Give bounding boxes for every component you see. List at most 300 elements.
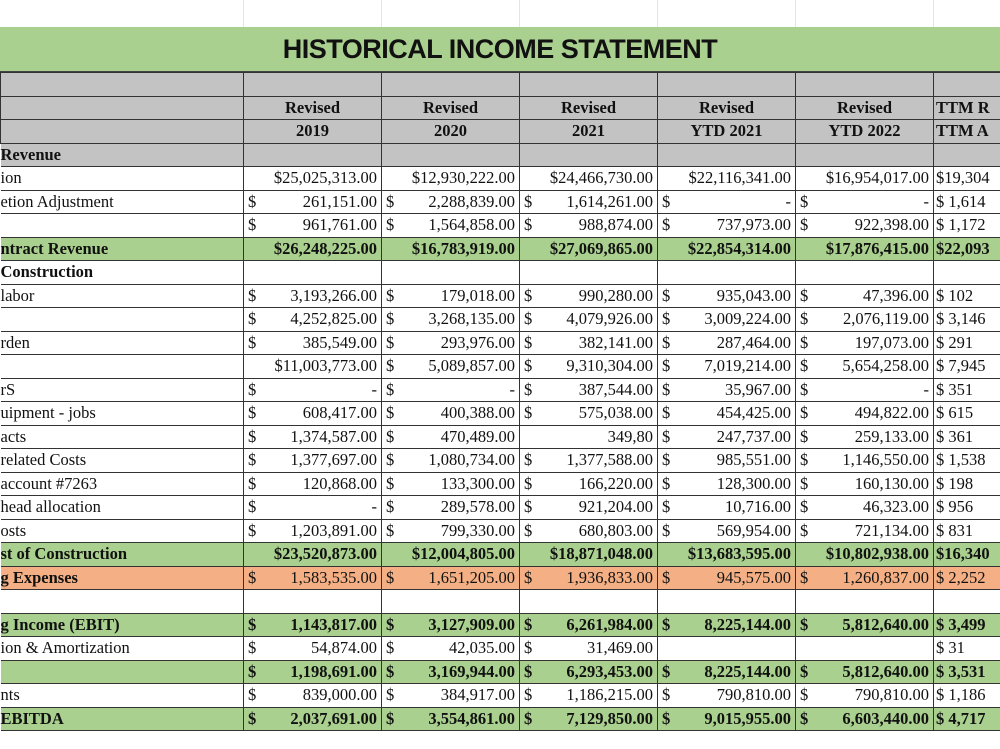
value-cell[interactable]: [658, 190, 796, 214]
header-cell[interactable]: [934, 73, 1000, 97]
row-label[interactable]: g Income (EBIT): [1, 613, 244, 637]
row-label[interactable]: related Costs: [1, 449, 244, 473]
column-header[interactable]: Revised: [658, 96, 796, 120]
value-cell[interactable]: [796, 284, 934, 308]
value-cell[interactable]: [796, 378, 934, 402]
row-label[interactable]: osts: [1, 519, 244, 543]
accounting-value: [524, 638, 653, 658]
row-label[interactable]: etion Adjustment: [1, 190, 244, 214]
value-cell[interactable]: [244, 637, 382, 661]
table-row: [1, 190, 1000, 214]
row-label[interactable]: [1, 355, 244, 379]
value-cell[interactable]: [520, 308, 658, 332]
value-cell[interactable]: [244, 167, 382, 191]
accounting-value: [800, 474, 929, 494]
accounting-value: [662, 709, 791, 729]
value-cell[interactable]: [658, 637, 796, 661]
value-cell[interactable]: [520, 543, 658, 567]
value-cell[interactable]: [244, 543, 382, 567]
currency-symbol: $: [662, 708, 671, 728]
value-cell[interactable]: [520, 402, 658, 426]
amount: 799,330.00: [440, 520, 515, 540]
value-cell[interactable]: [382, 707, 520, 731]
amount: $19,304: [936, 168, 990, 188]
value-cell[interactable]: [658, 331, 796, 355]
value-cell[interactable]: [796, 613, 934, 637]
currency-symbol: $: [662, 450, 671, 470]
row-label[interactable]: EBITDA: [1, 707, 244, 731]
value-cell[interactable]: [658, 449, 796, 473]
value-cell[interactable]: [658, 355, 796, 379]
value-cell[interactable]: [244, 331, 382, 355]
value-cell[interactable]: [934, 684, 1000, 708]
header-cell[interactable]: [1, 120, 244, 144]
value-cell[interactable]: [658, 613, 796, 637]
row-label[interactable]: rS: [1, 378, 244, 402]
accounting-value: [248, 615, 377, 635]
value-cell[interactable]: [382, 261, 520, 285]
currency-symbol: $: [386, 379, 395, 399]
value-cell[interactable]: [520, 237, 658, 261]
amount: 680,803.00: [578, 520, 653, 540]
accounting-value: [800, 615, 929, 635]
column-header[interactable]: 2021: [520, 120, 658, 144]
value-cell[interactable]: [658, 566, 796, 590]
value-cell[interactable]: [934, 402, 1000, 426]
currency-symbol: $: [386, 473, 395, 493]
amount: 2,288,839.00: [428, 191, 515, 211]
value-cell[interactable]: [520, 190, 658, 214]
table-row: [1, 214, 1000, 238]
value-cell[interactable]: [934, 425, 1000, 449]
value-cell[interactable]: [244, 566, 382, 590]
accounting-value: [248, 497, 377, 517]
accounting-value: [524, 309, 653, 329]
row-label[interactable]: head allocation: [1, 496, 244, 520]
amount: $11,003,773.00: [274, 356, 377, 376]
header-cell[interactable]: [658, 73, 796, 97]
value-cell[interactable]: [796, 143, 934, 167]
value-cell[interactable]: [382, 449, 520, 473]
table-row: [1, 331, 1000, 355]
value-cell[interactable]: [244, 590, 382, 614]
value-cell[interactable]: [934, 284, 1000, 308]
table-row: [1, 590, 1000, 614]
value-cell[interactable]: [244, 472, 382, 496]
income-statement-table: [0, 72, 1000, 731]
value-cell[interactable]: [382, 425, 520, 449]
accounting-value: [386, 333, 515, 353]
header-cell[interactable]: [382, 73, 520, 97]
accounting-value: [800, 309, 929, 329]
value-cell[interactable]: [796, 402, 934, 426]
amount: 1,186,215.00: [566, 685, 653, 705]
value-cell[interactable]: [520, 214, 658, 238]
currency-symbol: $: [800, 426, 809, 446]
value-cell[interactable]: [520, 261, 658, 285]
value-cell[interactable]: [520, 425, 658, 449]
row-label[interactable]: st of Construction: [1, 543, 244, 567]
value-cell[interactable]: [658, 167, 796, 191]
value-cell[interactable]: [796, 167, 934, 191]
value-cell[interactable]: [796, 261, 934, 285]
value-cell[interactable]: [520, 331, 658, 355]
accounting-value: [524, 568, 653, 588]
value-cell[interactable]: [796, 637, 934, 661]
accounting-value: [524, 356, 653, 376]
value-cell[interactable]: [520, 449, 658, 473]
value-cell[interactable]: [934, 237, 1000, 261]
value-cell[interactable]: [244, 519, 382, 543]
amount: 1,080,734.00: [428, 450, 515, 470]
currency-symbol: $: [662, 379, 671, 399]
value-cell[interactable]: [658, 590, 796, 614]
income-statement-sheet: [0, 27, 1000, 731]
column-header[interactable]: YTD 2021: [658, 120, 796, 144]
currency-symbol: $: [524, 567, 533, 587]
value-cell[interactable]: [244, 378, 382, 402]
row-label[interactable]: [1, 308, 244, 332]
value-cell[interactable]: [520, 167, 658, 191]
value-cell[interactable]: [382, 237, 520, 261]
value-cell[interactable]: [382, 214, 520, 238]
value-cell[interactable]: [382, 496, 520, 520]
value-cell[interactable]: [244, 308, 382, 332]
currency-symbol: $: [248, 215, 257, 235]
accounting-value: [386, 356, 515, 376]
value-cell[interactable]: [934, 707, 1000, 731]
currency-symbol: $: [248, 497, 257, 517]
amount: 289,578.00: [440, 497, 515, 517]
sheet-title: HISTORICAL INCOME STATEMENT: [0, 27, 1000, 72]
accounting-value: [386, 685, 515, 705]
value-cell[interactable]: [658, 684, 796, 708]
column-header[interactable]: YTD 2022: [796, 120, 934, 144]
row-label[interactable]: acts: [1, 425, 244, 449]
amount: 839,000.00: [302, 685, 377, 705]
value-cell[interactable]: [244, 684, 382, 708]
value-cell[interactable]: [520, 496, 658, 520]
value-cell[interactable]: [520, 707, 658, 731]
amount: $22,093: [936, 238, 990, 258]
value-cell[interactable]: [934, 590, 1000, 614]
table-row: [1, 237, 1000, 261]
currency-symbol: $: [524, 708, 533, 728]
currency-symbol: $: [800, 403, 809, 423]
value-cell[interactable]: [934, 355, 1000, 379]
column-header[interactable]: Revised: [796, 96, 934, 120]
value-cell[interactable]: [244, 237, 382, 261]
value-cell[interactable]: [934, 261, 1000, 285]
accounting-value: [248, 709, 377, 729]
value-cell[interactable]: [934, 378, 1000, 402]
amount: 9,310,304.00: [566, 356, 653, 376]
amount: 287,464.00: [716, 332, 791, 352]
accounting-value: [386, 192, 515, 212]
amount: 160,130.00: [854, 473, 929, 493]
value-cell[interactable]: [382, 613, 520, 637]
currency-symbol: $: [524, 638, 533, 658]
value-cell[interactable]: [382, 355, 520, 379]
amount: $ 31: [936, 638, 965, 658]
value-cell[interactable]: [382, 167, 520, 191]
amount: $ 7,945: [936, 356, 986, 376]
accounting-value: [662, 192, 791, 212]
value-cell[interactable]: [796, 308, 934, 332]
value-cell[interactable]: [658, 543, 796, 567]
amount: $22,854,314.00: [687, 238, 791, 258]
value-cell[interactable]: [520, 472, 658, 496]
value-cell[interactable]: [796, 543, 934, 567]
header-row1: [1, 96, 1000, 120]
value-cell[interactable]: [382, 519, 520, 543]
value-cell[interactable]: [244, 261, 382, 285]
value-cell[interactable]: [382, 331, 520, 355]
value-cell[interactable]: [934, 660, 1000, 684]
value-cell[interactable]: [244, 284, 382, 308]
currency-symbol: $: [386, 403, 395, 423]
value-cell[interactable]: [796, 214, 934, 238]
value-cell[interactable]: [796, 355, 934, 379]
amount: 737,973.00: [716, 215, 791, 235]
value-cell[interactable]: [244, 190, 382, 214]
value-cell[interactable]: [658, 660, 796, 684]
value-cell[interactable]: [796, 472, 934, 496]
value-cell[interactable]: [934, 496, 1000, 520]
value-cell[interactable]: [382, 143, 520, 167]
value-cell[interactable]: [382, 637, 520, 661]
amount: 247,737.00: [716, 426, 791, 446]
value-cell[interactable]: [796, 707, 934, 731]
value-cell[interactable]: [520, 284, 658, 308]
row-label[interactable]: Construction: [1, 261, 244, 285]
accounting-value: [800, 286, 929, 306]
value-cell[interactable]: [934, 190, 1000, 214]
row-label[interactable]: labor: [1, 284, 244, 308]
amount: $27,069,865.00: [549, 238, 653, 258]
value-cell[interactable]: [658, 214, 796, 238]
column-header[interactable]: 2020: [382, 120, 520, 144]
value-cell[interactable]: [934, 637, 1000, 661]
value-cell[interactable]: [520, 684, 658, 708]
currency-symbol: $: [248, 191, 257, 211]
value-cell[interactable]: [382, 660, 520, 684]
value-cell[interactable]: [382, 402, 520, 426]
amount: 470,489.00: [440, 426, 515, 446]
value-cell[interactable]: [796, 237, 934, 261]
value-cell[interactable]: [520, 519, 658, 543]
value-cell[interactable]: [658, 378, 796, 402]
currency-symbol: $: [386, 309, 395, 329]
value-cell[interactable]: [796, 519, 934, 543]
row-label[interactable]: Revenue: [1, 143, 244, 167]
currency-symbol: $: [662, 309, 671, 329]
value-cell[interactable]: [796, 425, 934, 449]
value-cell[interactable]: [796, 566, 934, 590]
value-cell[interactable]: [796, 590, 934, 614]
amount: 6,293,453.00: [566, 661, 653, 681]
currency-symbol: $: [248, 379, 257, 399]
value-cell[interactable]: [658, 496, 796, 520]
accounting-value: [248, 286, 377, 306]
value-cell[interactable]: [244, 214, 382, 238]
value-cell[interactable]: [796, 449, 934, 473]
amount: 921,204.00: [578, 497, 653, 517]
value-cell[interactable]: [382, 378, 520, 402]
value-cell[interactable]: [934, 566, 1000, 590]
value-cell[interactable]: [520, 355, 658, 379]
currency-symbol: $: [248, 473, 257, 493]
value-cell[interactable]: [244, 707, 382, 731]
table-row: [1, 308, 1000, 332]
accounting-value: [248, 215, 377, 235]
value-cell[interactable]: [934, 543, 1000, 567]
row-label[interactable]: rden: [1, 331, 244, 355]
amount: $ 2,252: [936, 567, 986, 587]
value-cell[interactable]: [658, 425, 796, 449]
currency-symbol: $: [800, 309, 809, 329]
currency-symbol: $: [386, 332, 395, 352]
value-cell[interactable]: [520, 590, 658, 614]
value-cell[interactable]: [934, 449, 1000, 473]
row-label[interactable]: ion & Amortization: [1, 637, 244, 661]
value-cell[interactable]: [934, 143, 1000, 167]
table-row: [1, 543, 1000, 567]
currency-symbol: $: [800, 497, 809, 517]
amount: 1,936,833.00: [566, 567, 653, 587]
accounting-value: [248, 427, 377, 447]
currency-symbol: $: [386, 614, 395, 634]
value-cell[interactable]: [382, 684, 520, 708]
value-cell[interactable]: [934, 331, 1000, 355]
value-cell[interactable]: [796, 684, 934, 708]
value-cell[interactable]: [244, 660, 382, 684]
row-label[interactable]: [1, 590, 244, 614]
amount: 721,134.00: [854, 520, 929, 540]
table-row: [1, 637, 1000, 661]
header-cell[interactable]: [1, 73, 244, 97]
accounting-value: [386, 662, 515, 682]
header-cell[interactable]: [796, 73, 934, 97]
column-header[interactable]: Revised: [382, 96, 520, 120]
value-cell[interactable]: [520, 613, 658, 637]
row-label[interactable]: ntract Revenue: [1, 237, 244, 261]
currency-symbol: $: [800, 215, 809, 235]
value-cell[interactable]: [796, 331, 934, 355]
value-cell[interactable]: [244, 355, 382, 379]
value-cell[interactable]: [934, 519, 1000, 543]
row-label[interactable]: g Expenses: [1, 566, 244, 590]
value-cell[interactable]: [796, 496, 934, 520]
value-cell[interactable]: [658, 308, 796, 332]
value-cell[interactable]: [658, 284, 796, 308]
value-cell[interactable]: [796, 190, 934, 214]
value-cell[interactable]: [382, 566, 520, 590]
accounting-value: [386, 427, 515, 447]
value-cell[interactable]: [244, 613, 382, 637]
value-cell[interactable]: [658, 261, 796, 285]
amount: 1,583,535.00: [290, 567, 377, 587]
header-cell[interactable]: [244, 73, 382, 97]
currency-symbol: $: [386, 450, 395, 470]
value-cell[interactable]: [244, 402, 382, 426]
currency-symbol: $: [386, 285, 395, 305]
value-cell[interactable]: [382, 190, 520, 214]
value-cell[interactable]: [658, 143, 796, 167]
row-label[interactable]: nts: [1, 684, 244, 708]
value-cell[interactable]: [382, 543, 520, 567]
currency-symbol: $: [248, 638, 257, 658]
value-cell[interactable]: [520, 143, 658, 167]
amount: 922,398.00: [854, 215, 929, 235]
value-cell[interactable]: [934, 214, 1000, 238]
row-label[interactable]: [1, 214, 244, 238]
column-header[interactable]: TTM A: [934, 120, 1000, 144]
amount: 1,614,261.00: [566, 191, 653, 211]
column-header[interactable]: TTM R: [934, 96, 1000, 120]
row-label[interactable]: account #7263: [1, 472, 244, 496]
accounting-value: [248, 638, 377, 658]
column-header[interactable]: 2019: [244, 120, 382, 144]
amount: 2,076,119.00: [842, 309, 929, 329]
value-cell[interactable]: [934, 472, 1000, 496]
value-cell[interactable]: [382, 472, 520, 496]
currency-symbol: $: [800, 285, 809, 305]
value-cell[interactable]: [244, 449, 382, 473]
value-cell[interactable]: [520, 637, 658, 661]
value-cell[interactable]: [520, 378, 658, 402]
currency-symbol: $: [662, 191, 671, 211]
accounting-value: [800, 497, 929, 517]
value-cell[interactable]: [244, 496, 382, 520]
column-header[interactable]: Revised: [520, 96, 658, 120]
row-label[interactable]: [1, 660, 244, 684]
currency-symbol: $: [248, 708, 257, 728]
value-cell[interactable]: [934, 308, 1000, 332]
value-cell[interactable]: [382, 284, 520, 308]
value-cell[interactable]: [520, 660, 658, 684]
header-cell[interactable]: [1, 96, 244, 120]
currency-symbol: $: [248, 661, 257, 681]
amount: 5,089,857.00: [428, 356, 515, 376]
currency-symbol: $: [524, 215, 533, 235]
value-cell[interactable]: [658, 237, 796, 261]
value-cell[interactable]: [520, 566, 658, 590]
accounting-value: [662, 497, 791, 517]
value-cell[interactable]: [658, 707, 796, 731]
currency-symbol: $: [248, 426, 257, 446]
value-cell[interactable]: [658, 472, 796, 496]
column-header[interactable]: Revised: [244, 96, 382, 120]
row-label[interactable]: ion: [1, 167, 244, 191]
value-cell[interactable]: [934, 613, 1000, 637]
row-label[interactable]: uipment - jobs: [1, 402, 244, 426]
accounting-value: [800, 333, 929, 353]
value-cell[interactable]: [658, 402, 796, 426]
header-cell[interactable]: [520, 73, 658, 97]
value-cell[interactable]: [244, 143, 382, 167]
value-cell[interactable]: [244, 425, 382, 449]
amount: 293,976.00: [440, 332, 515, 352]
amount: 197,073.00: [854, 332, 929, 352]
table-row: [1, 472, 1000, 496]
value-cell[interactable]: [796, 660, 934, 684]
value-cell[interactable]: [658, 519, 796, 543]
value-cell[interactable]: [382, 590, 520, 614]
currency-symbol: $: [662, 426, 671, 446]
value-cell[interactable]: [382, 308, 520, 332]
value-cell[interactable]: [934, 167, 1000, 191]
